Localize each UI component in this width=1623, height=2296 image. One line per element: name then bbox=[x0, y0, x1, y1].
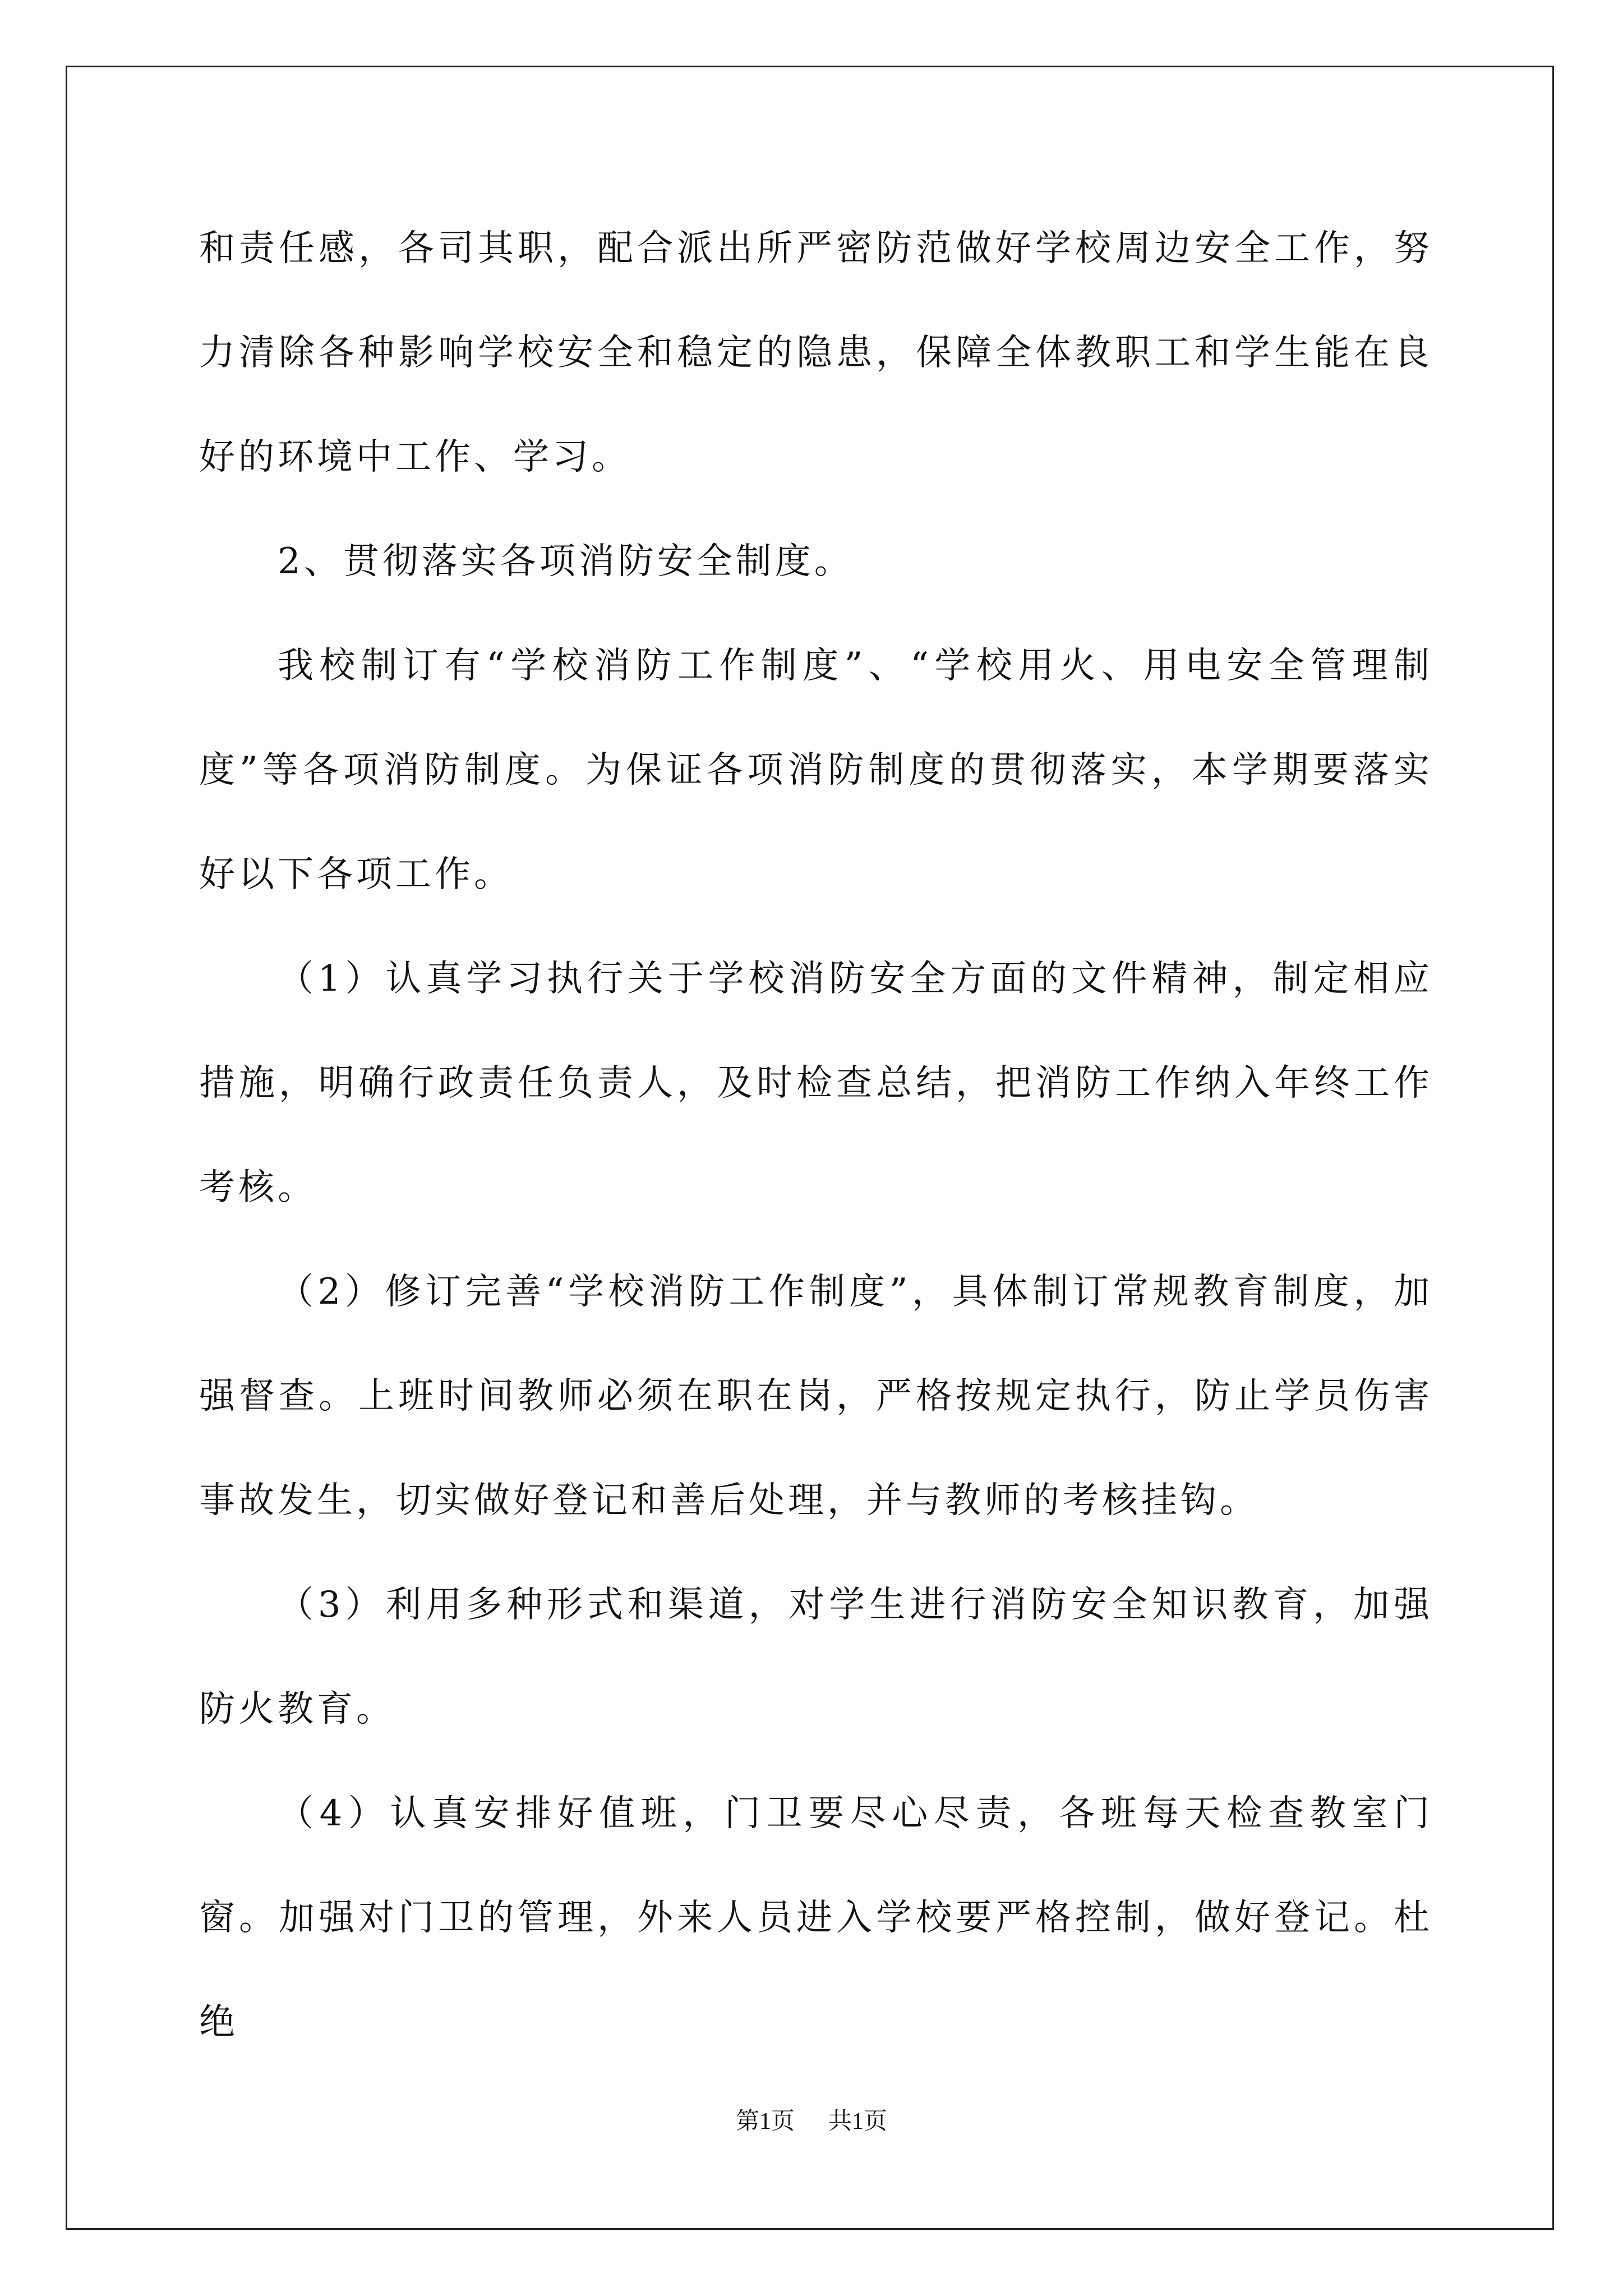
page-footer bbox=[0, 2102, 1623, 2136]
paragraph-item-4: （4）认真安排好值班，门卫要尽心尽责，各班每天检查教室门窗。加强对门卫的管理，外来人员进入学校要严格控制，做好登记。杜绝 bbox=[199, 1793, 1433, 2043]
paragraph-fire-rules: 我校制订有“学校消防工作制度”、“学校用火、用电安全管理制度”等各项消防制度。为保证各项消防制度的贯彻落实，本学期要落实好以下各项工作。 bbox=[199, 645, 1433, 895]
document-body bbox=[199, 196, 1433, 2074]
paragraph-item-2: （2）修订完善“学校消防工作制度”，具体制订常规教育制度，加强督查。上班时间教师必须在职在岗，严格按规定执行，防止学员伤害事故发生，切实做好登记和善后处理，并与教师的考核挂钩。 bbox=[199, 1271, 1433, 1521]
page-number: 第1页 bbox=[735, 2109, 795, 2134]
paragraph-item-3: （3）利用多种形式和渠道，对学生进行消防安全知识教育，加强防火教育。 bbox=[199, 1584, 1433, 1730]
paragraph-continuation: 和责任感，各司其职，配合派出所严密防范做好学校周边安全工作，努力清除各种影响学校安全和稳定的隐患，保障全体教职工和学生能在良好的环境中工作、学习。 bbox=[199, 228, 1433, 478]
paragraph-item-1: （1）认真学习执行关于学校消防安全方面的文件精神，制定相应措施，明确行政责任负责人，及时检查总结，把消防工作纳入年终工作考核。 bbox=[199, 958, 1433, 1208]
page-total: 共1页 bbox=[828, 2109, 888, 2134]
section-heading: 2、贯彻落实各项消防安全制度。 bbox=[278, 541, 854, 582]
